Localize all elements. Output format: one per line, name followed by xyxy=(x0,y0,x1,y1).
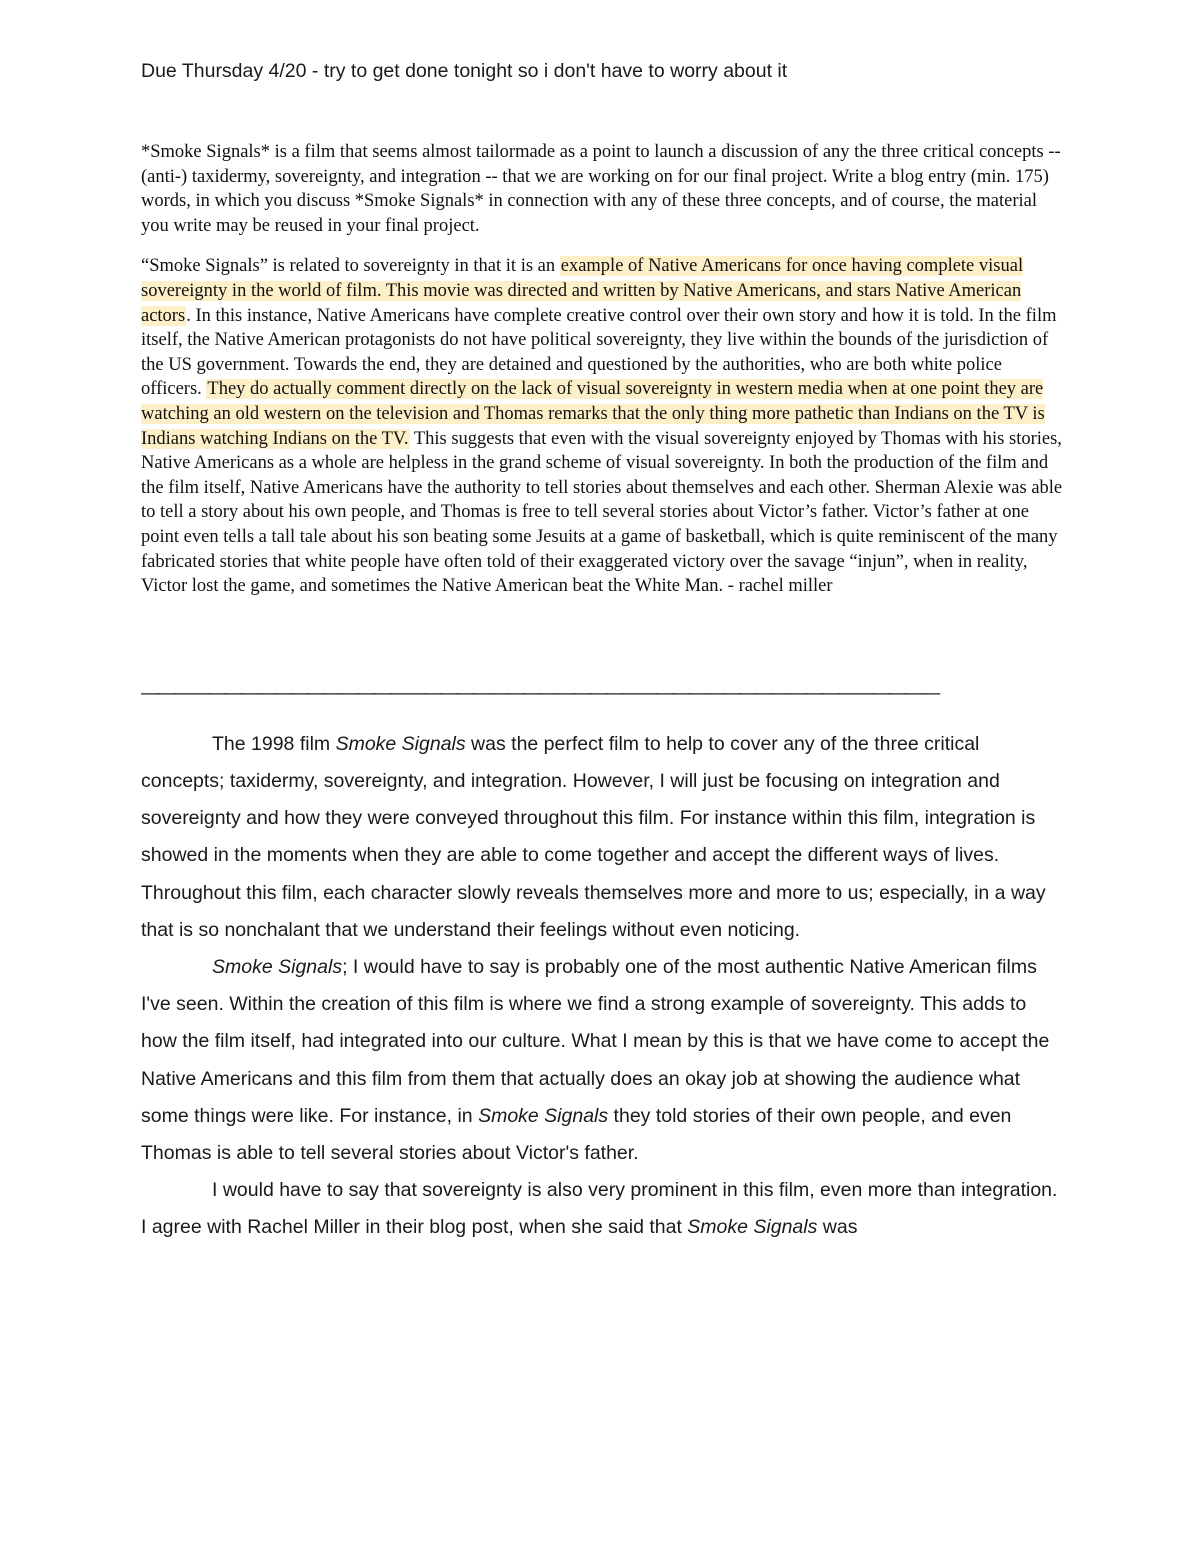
response-text: “Smoke Signals” is related to sovereignty in that it is an xyxy=(141,256,560,277)
section-divider: ———————————————————————————————————————————————— xyxy=(141,682,938,704)
film-title: Smoke Signals xyxy=(212,955,343,978)
essay-text: was the perfect film to help to cover any of the three critical concepts; taxidermy, sovereignty, and integration. However, I will just be focusing on integration and sovereignty and how they were conveyed throughout this film. For instance within this film, integration is showed in the moments when they are able to come together and accept the different ways of lives. Throughout this film, each character slowly reveals themselves more and more to us; especially, in a way that is so nonchalant that we understand their feelings without even noticing. xyxy=(141,732,1046,941)
essay-text: ; I would have to say is probably one of the most authentic Native American films I've seen. Within the creation of this film is where we find a strong example of sovereignty. This adds to how the film itself, had integrated into our culture. What I mean by this is that we have come to accept the Native Americans and this film from them that actually does an okay job at showing the audience what some things were like. For instance, in xyxy=(141,955,1050,1127)
essay-body xyxy=(141,726,1061,1247)
film-title: Smoke Signals xyxy=(478,1104,609,1127)
essay-text: they told stories of their own people, and even Thomas is able to tell several stories about Victor's father. xyxy=(141,1104,1012,1164)
essay-paragraph xyxy=(141,949,1061,1172)
film-title: Smoke Signals xyxy=(335,732,466,755)
essay-paragraph xyxy=(141,726,1061,949)
highlighted-passage: example of Native Americans for once having complete visual sovereignty in the world of film. This movie was directed and written by Native Americans, and stars Native American actors xyxy=(141,256,1024,326)
essay-text: was xyxy=(817,1216,858,1239)
blog-response xyxy=(141,254,1066,598)
essay-paragraph xyxy=(141,1172,1061,1246)
assignment-prompt: *Smoke Signals* is a film that seems almost tailormade as a point to launch a discussion of any the three critical concepts -- (anti-) taxidermy, sovereignty, and integration -- that we are working on for our final project. Write a blog entry (min. 175) words, in which you discuss *Smoke Signals* in connection with any of these three concepts, and of course, the material you write may be reused in your final project. xyxy=(141,142,1061,236)
due-date-note: Due Thursday 4/20 - try to get done tonight so i don't have to worry about it xyxy=(141,60,788,82)
essay-text: The 1998 film xyxy=(212,732,336,755)
response-text: . In this instance, Native Americans have complete creative control over their own story and how it is told. In the film itself, the Native American protagonists do not have political sovereignty, they live within the bounds of the jurisdiction of the US government. Towards the end, they are detained and questioned by the authorities, who are both white police officers. xyxy=(141,305,1057,400)
film-title: Smoke Signals xyxy=(687,1216,818,1239)
highlighted-passage: They do actually comment directly on the lack of visual sovereignty in western media when at one point they are watching an old western on the television and Thomas remarks that the only thing more pathetic than Indians on the TV is Indians watching Indians on the TV. xyxy=(141,379,1045,449)
response-text: This suggests that even with the visual sovereignty enjoyed by Thomas with his stories, Native Americans as a whole are helpless in the grand scheme of visual sovereignty. In both the production of the film and the film itself, Native Americans have the authority to tell stories about themselves and each other. Sherman Alexie was able to tell a story about his own people, and Thomas is free to tell several stories about Victor’s father. Victor’s father at one point even tells a tall tale about his son beating some Jesuits at a game of basketball, which is quite reminiscent of the many fabricated stories that white people have often told of their exaggerated victory over the savage “injun”, when in reality, Victor lost the game, and sometimes the Native American beat the White Man. - rachel miller xyxy=(141,428,1063,597)
essay-text: I would have to say that sovereignty is also very prominent in this film, even more than integration. I agree with Rachel Miller in their blog post, when she said that xyxy=(141,1179,1058,1239)
